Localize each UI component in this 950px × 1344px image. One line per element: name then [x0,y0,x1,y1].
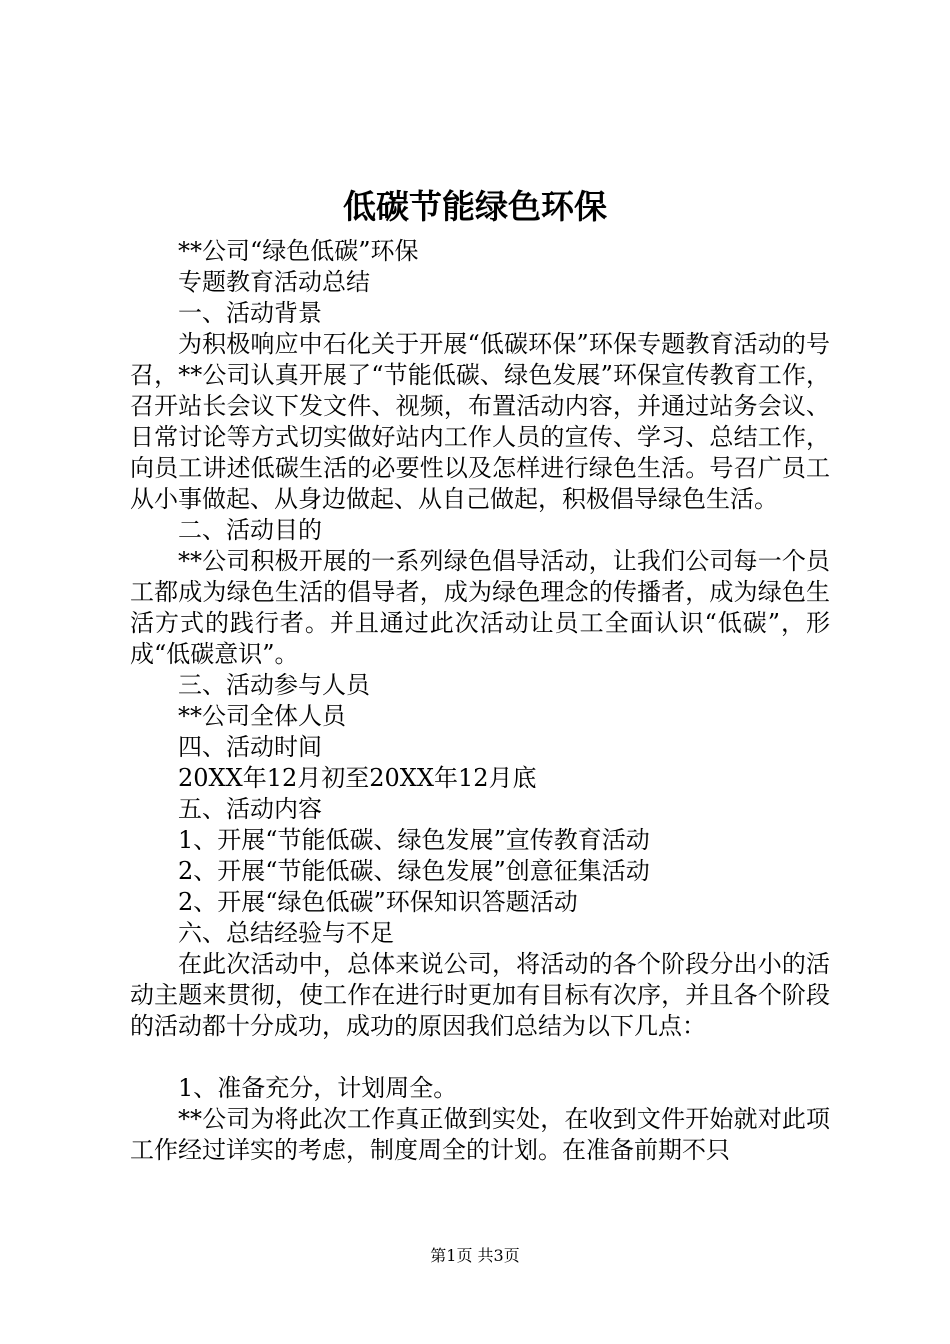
summary-point-1: 1、准备充分，计划周全。 [178,1074,458,1102]
content-item-2: 2、开展“节能低碳、绿色发展”创意征集活动 [178,857,650,885]
summary-heading: 专题教育活动总结 [178,268,370,296]
paragraph-participants: **公司全体人员 [178,702,346,730]
section-heading-background: 一、活动背景 [178,299,322,327]
section-heading-summary: 六、总结经验与不足 [178,919,394,947]
section-heading-time: 四、活动时间 [178,733,322,761]
document-title: 低碳节能绿色环保 [343,187,607,226]
document-body [130,236,830,1166]
page-number: 第1页 共3页 [430,1246,520,1265]
section-heading-content: 五、活动内容 [178,795,322,823]
content-item-1: 1、开展“节能低碳、绿色发展”宣传教育活动 [178,826,650,854]
paragraph-purpose: **公司积极开展的一系列绿色倡导活动，让我们公司每一个员工都成为绿色生活的倡导者，成为绿色理念的传播者，成为绿色生活方式的践行者。并且通过此次活动让员工全面认识“低碳”，形成“低碳意识”。 [130,547,830,668]
section-heading-participants: 三、活动参与人员 [178,671,370,699]
paragraph-preparation: **公司为将此次工作真正做到实处，在收到文件开始就对此项工作经过详实的考虑，制度周全的计划。在准备前期不只 [130,1105,830,1164]
paragraph-time: 20XX年12月初至20XX年12月底 [178,764,537,792]
paragraph-summary: 在此次活动中，总体来说公司，将活动的各个阶段分出小的活动主题来贯彻，使工作在进行时更加有目标有次序，并且各个阶段的活动都十分成功，成功的原因我们总结为以下几点： [130,950,830,1040]
section-heading-purpose: 二、活动目的 [178,516,322,544]
content-item-3: 2、开展“绿色低碳”环保知识答题活动 [178,888,578,916]
paragraph-background: 为积极响应中石化关于开展“低碳环保”环保专题教育活动的号召，**公司认真开展了“节能低碳、绿色发展”环保宣传教育工作，召开站长会议下发文件、视频，布置活动内容，并通过站务会议、日常讨论等方式切实做好站内工作人员的宣传、学习、总结工作，向员工讲述低碳生活的必要性以及怎样进行绿色生活。号召广员工从小事做起、从身边做起、从自己做起，积极倡导绿色生活。 [130,330,830,513]
company-heading: **公司“绿色低碳”环保 [178,237,419,265]
